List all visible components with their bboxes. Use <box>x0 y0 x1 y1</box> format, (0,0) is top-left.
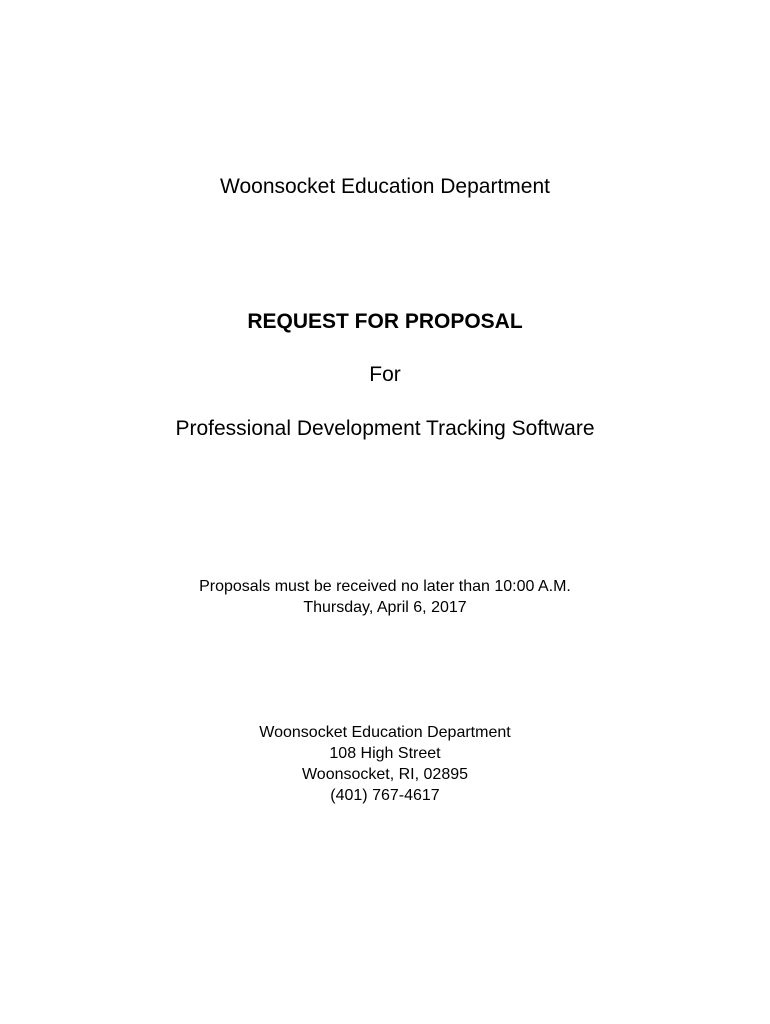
proposal-subject: Professional Development Tracking Software <box>175 417 595 440</box>
deadline-line-1: Proposals must be received no later than 10:00 A.M. <box>199 578 571 595</box>
contact-address-block <box>0 722 770 806</box>
contact-phone: (401) 767-4617 <box>330 787 440 804</box>
contact-city-state-zip: Woonsocket, RI, 02895 <box>301 766 469 783</box>
for-text: For <box>369 363 401 386</box>
contact-name: Woonsocket Education Department <box>259 724 511 741</box>
deadline-block <box>0 576 770 618</box>
organization-title: Woonsocket Education Department <box>220 175 550 198</box>
rfp-heading: REQUEST FOR PROPOSAL <box>247 310 523 333</box>
contact-street: 108 High Street <box>329 745 441 762</box>
deadline-line-2: Thursday, April 6, 2017 <box>303 599 467 616</box>
